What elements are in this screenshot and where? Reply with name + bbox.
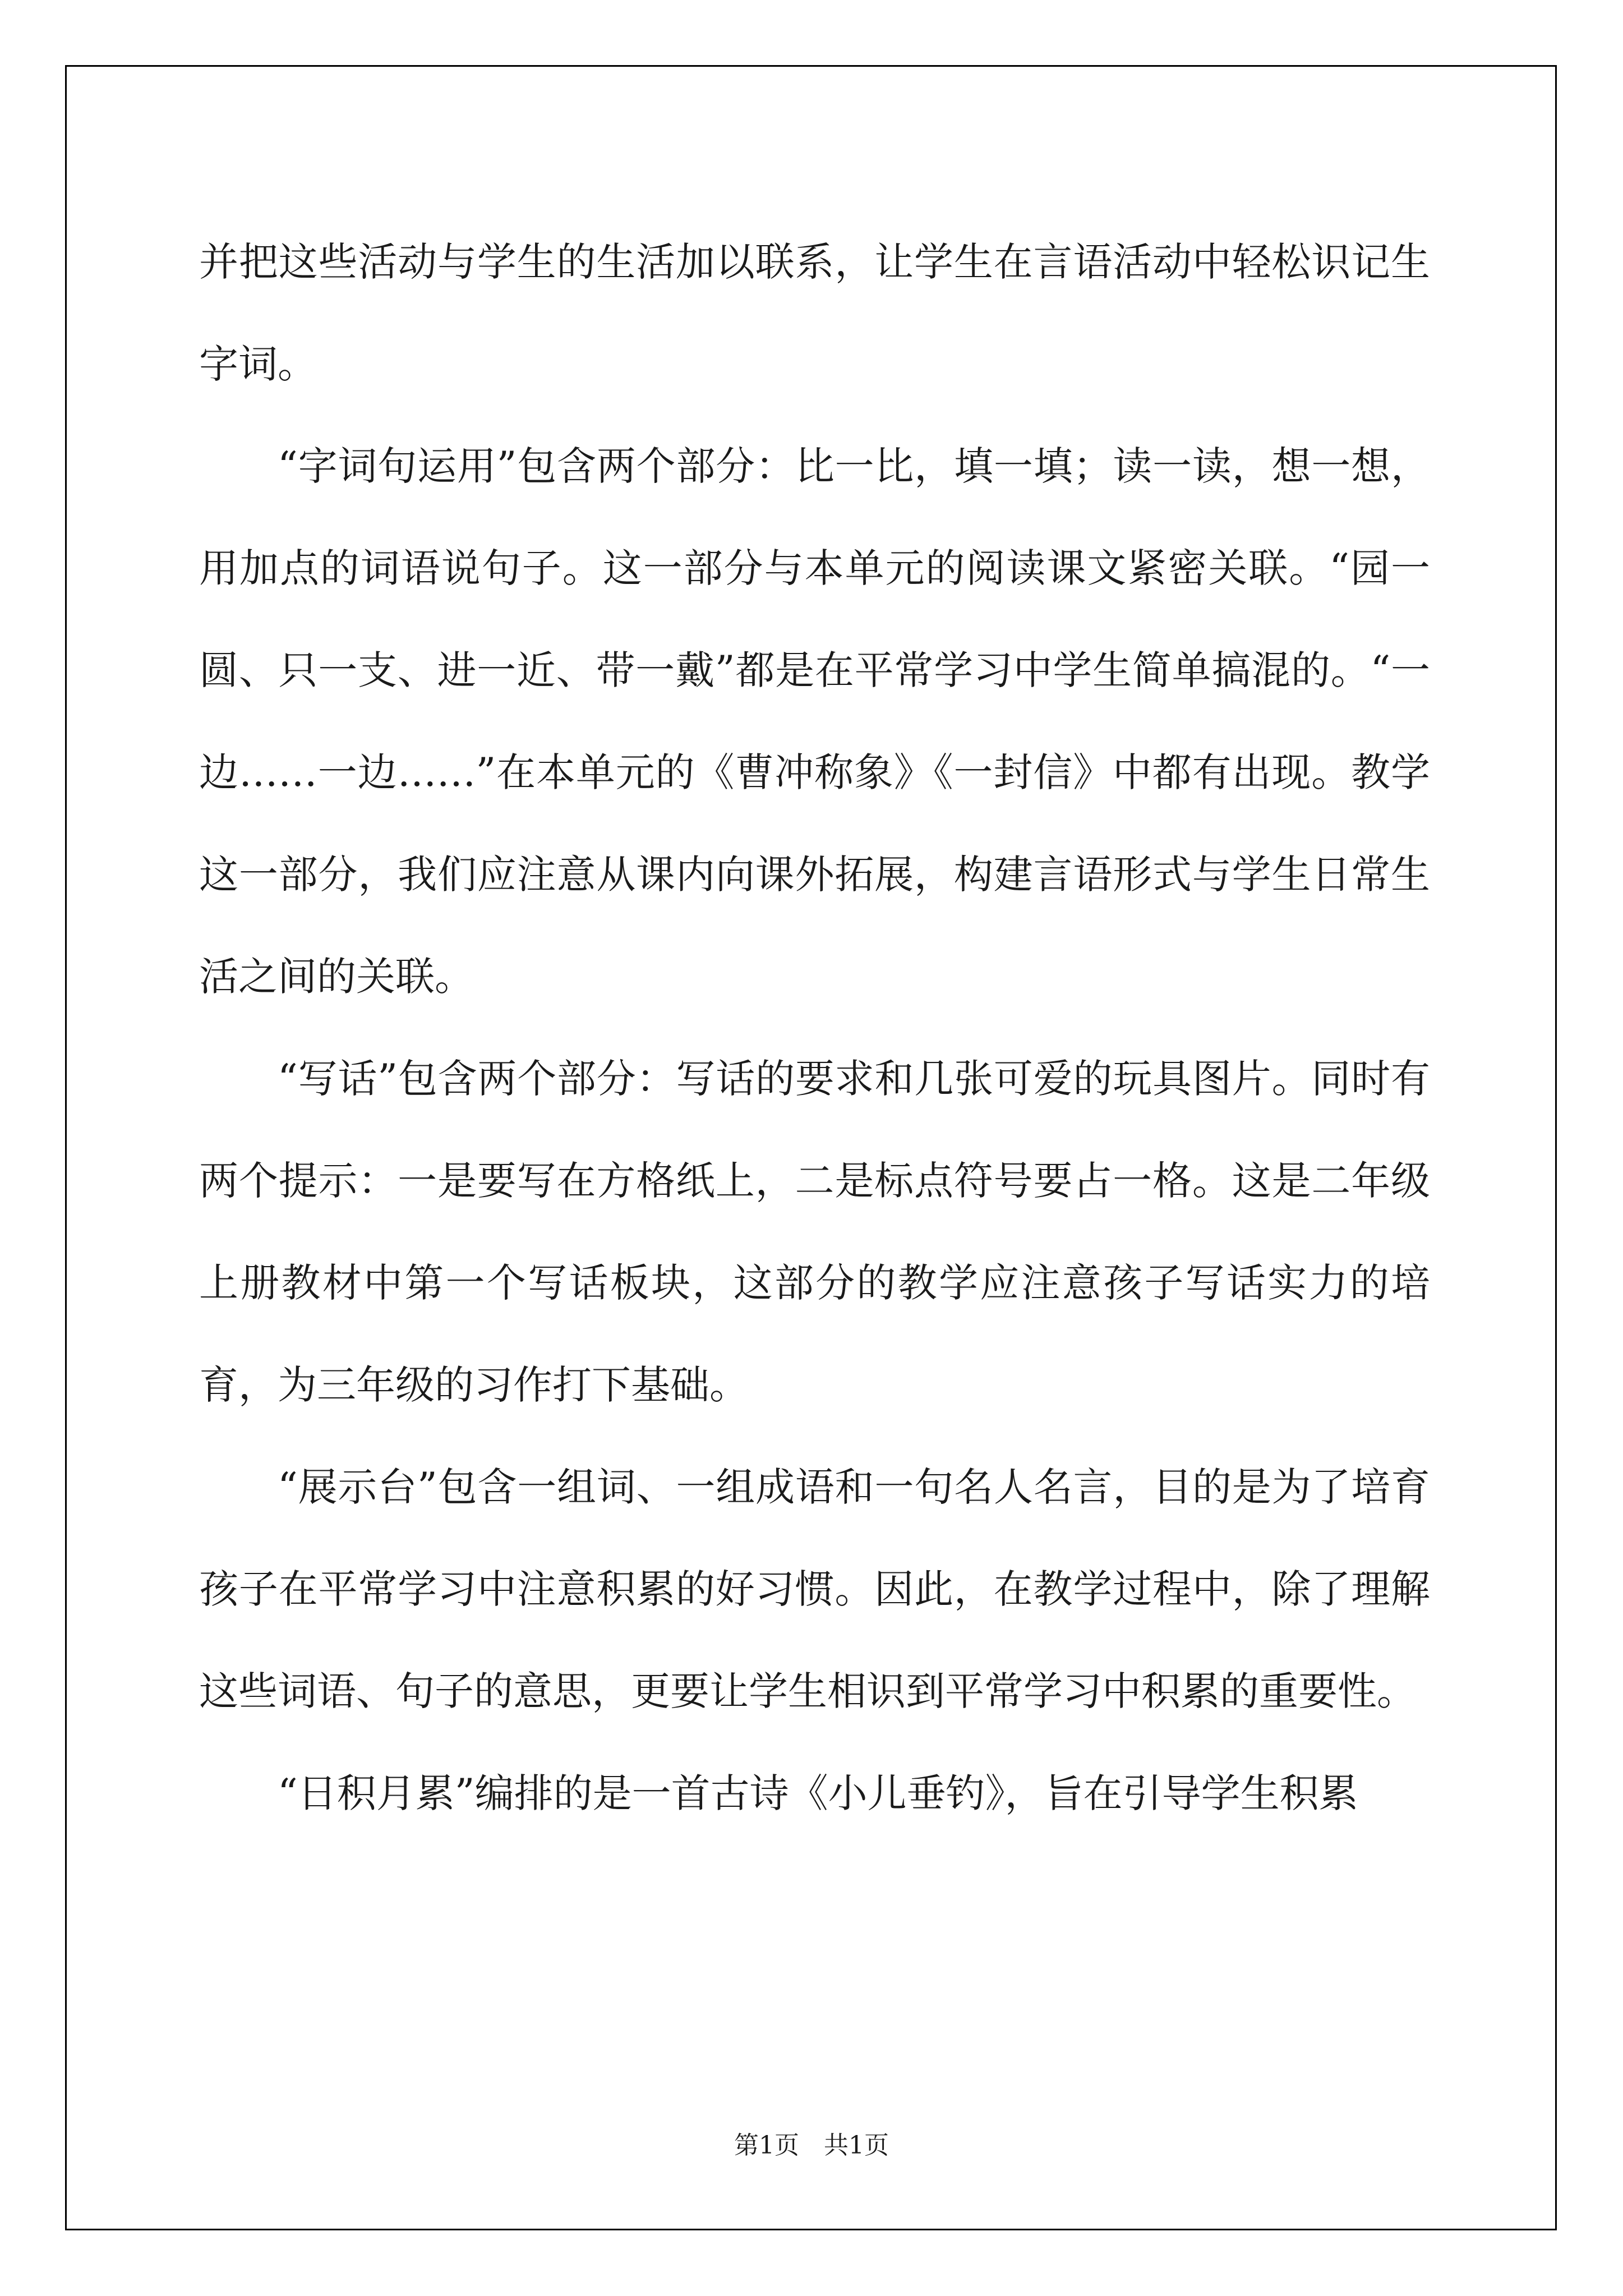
paragraph-4: “展示台”包含一组词、一组成语和一句名人名言，目的是为了培育孩子在平常学习中注意积累的好习惯。因此，在教学过程中，除了理解这些词语、句子的意思，更要让学生相识到平常学习中积累的重要性。 [199, 1464, 1430, 1714]
paragraph-2: “字词句运用”包含两个部分：比一比，填一填；读一读，想一想，用加点的词语说句子。这一部分与本单元的阅读课文紧密关联。“园一圆、只一支、进一近、带一戴”都是在平常学习中学生简单搞混的。“一边……一边……”在本单元的《曹冲称象》《一封信》中都有出现。教学这一部分，我们应注意从课内向课外拓展，构建言语形式与学生日常生活之间的关联。 [199, 443, 1430, 1000]
paragraph-3: “写话”包含两个部分：写话的要求和几张可爱的玩具图片。同时有两个提示：一是要写在方格纸上，二是标点符号要占一格。这是二年级上册教材中第一个写话板块，这部分的教学应注意孩子写话实力的培育，为三年级的习作打下基础。 [199, 1056, 1430, 1408]
paragraph-1: 并把这些活动与学生的生活加以联系，让学生在言语活动中轻松识记生字词。 [199, 239, 1430, 387]
paragraph-5: “日积月累”编排的是一首古诗《小儿垂钓》，旨在引导学生积累 [278, 1770, 1358, 1816]
page-number-footer: 第1页 共1页 [734, 2131, 889, 2160]
document-body [199, 211, 1430, 1844]
